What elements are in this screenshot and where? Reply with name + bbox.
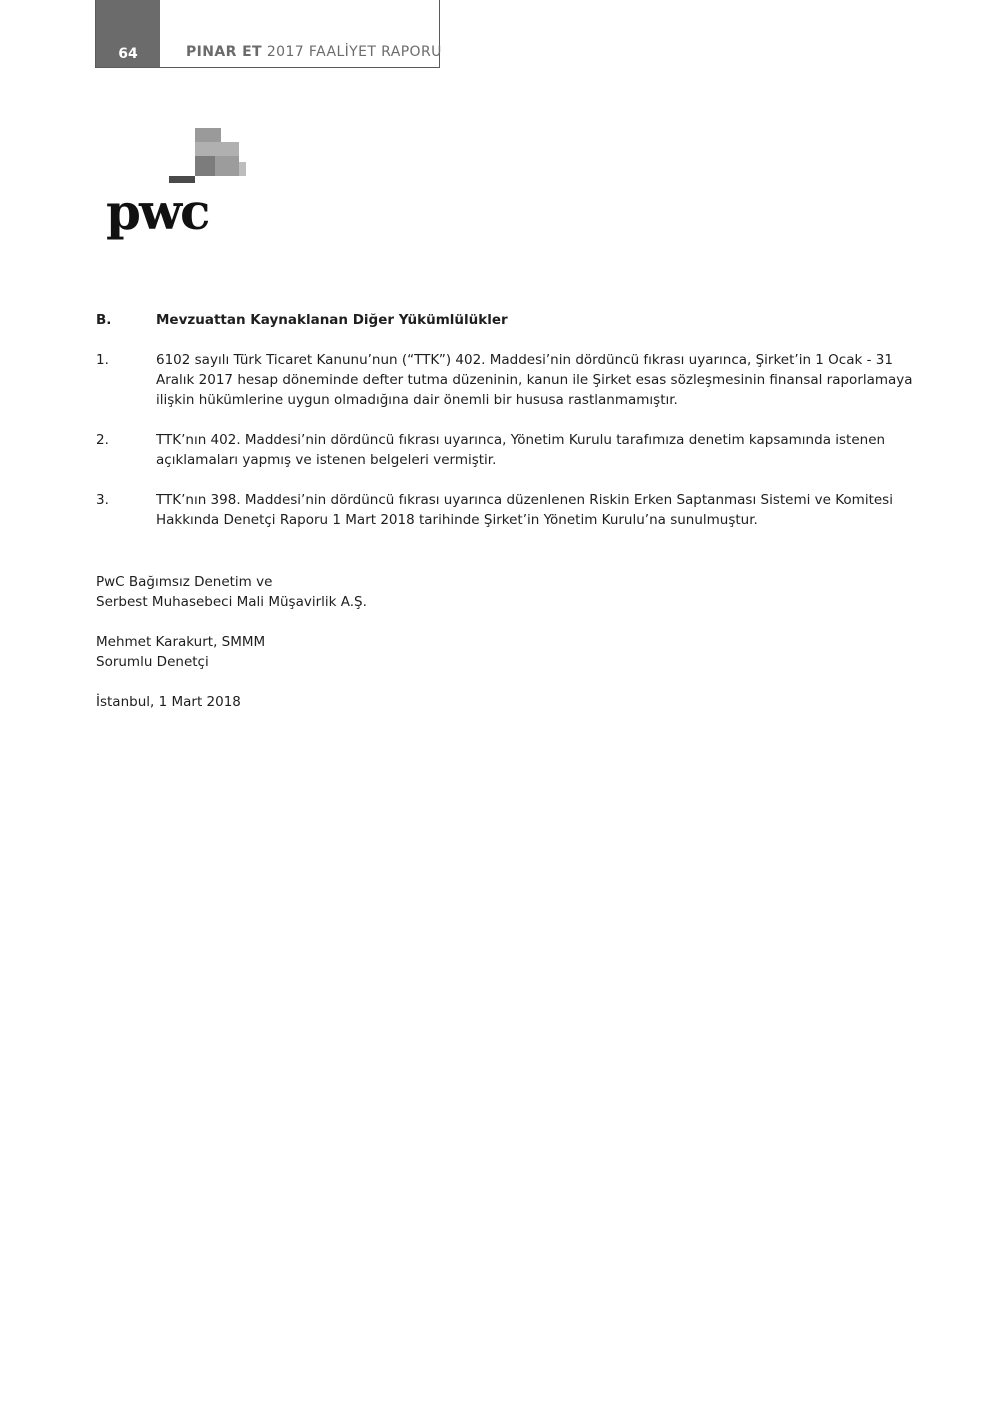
- report-name: 2017 FAALİYET RAPORU: [262, 44, 442, 60]
- signatory-role: Sorumlu Denetçi: [96, 654, 209, 670]
- item-text: 6102 sayılı Türk Ticaret Kanunu’nun (“TTK”) 402. Maddesi’nin dördüncü fıkrası uyarınca, Şirket’in 1 Ocak - 31 Aralık 2017 hesap döneminde defter tutma düzeninin, kanun ile Şirket esas sözleşmesinin finansal raporlamaya ilişkin hükümlerine uygun olmadığına dair önemli bir hususa rastlanmamıştır.: [156, 352, 913, 408]
- firm-name: [96, 572, 367, 612]
- signature-block: [96, 572, 367, 732]
- item-number: 3.: [96, 492, 109, 508]
- item-text: TTK’nın 398. Maddesi’nin dördüncü fıkrası uyarınca düzenlenen Riskin Erken Saptanması Sistemi ve Komitesi Hakkında Denetçi Raporu 1 Mart 2018 tarihinde Şirket’in Yönetim Kurulu’na sunulmuştur.: [156, 492, 893, 528]
- brand-name: PINAR ET: [186, 44, 262, 60]
- page-header: [95, 0, 440, 68]
- page-number: 64: [96, 0, 160, 67]
- firm-line-1: PwC Bağımsız Denetim ve: [96, 574, 273, 590]
- list-item: [96, 490, 916, 530]
- place-date: İstanbul, 1 Mart 2018: [96, 694, 241, 710]
- section-b: [96, 310, 916, 530]
- list-item: [96, 350, 916, 410]
- item-number: 1.: [96, 352, 109, 368]
- firm-line-2: Serbest Muhasebeci Mali Müşavirlik A.Ş.: [96, 594, 367, 610]
- section-letter: B.: [96, 312, 112, 328]
- pwc-logo: [100, 120, 260, 250]
- list-item: [96, 430, 916, 470]
- logo-wordmark: pwc: [106, 182, 209, 241]
- item-number: 2.: [96, 432, 109, 448]
- signatory-name: Mehmet Karakurt, SMMM: [96, 634, 266, 650]
- item-text: TTK’nın 402. Maddesi’nin dördüncü fıkrası uyarınca, Yönetim Kurulu tarafımıza denetim kapsamında istenen açıklamaları yapmış ve istenen belgeleri vermiştir.: [156, 432, 886, 468]
- section-heading: [96, 310, 916, 330]
- section-title: Mevzuattan Kaynaklanan Diğer Yükümlülükler: [156, 312, 508, 328]
- report-title: [186, 44, 442, 60]
- signatory: [96, 632, 367, 672]
